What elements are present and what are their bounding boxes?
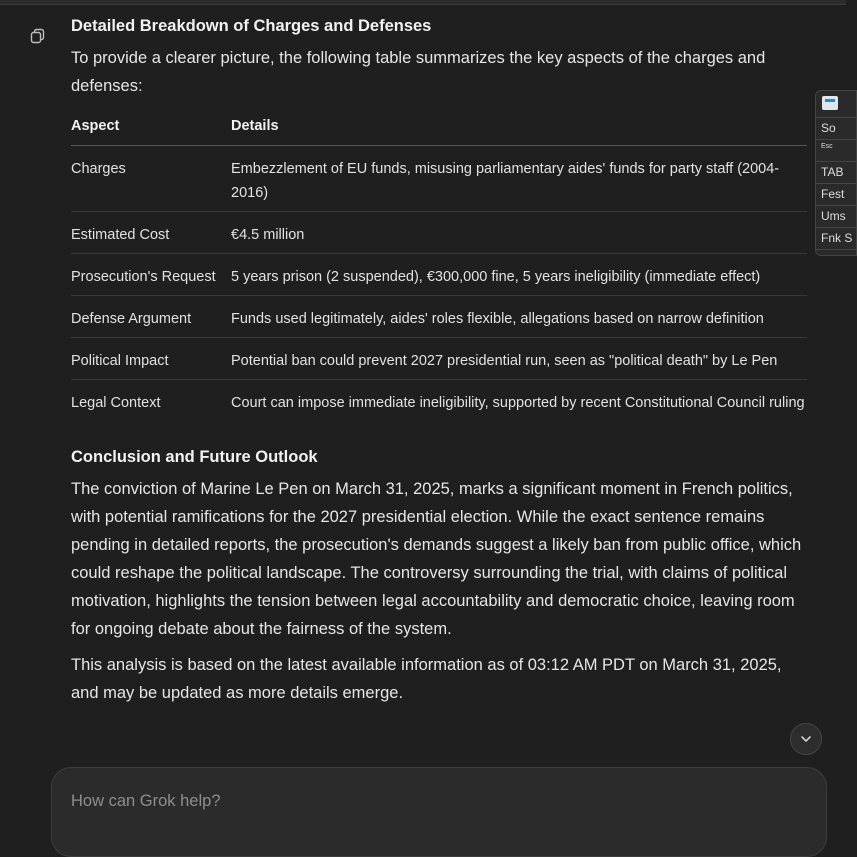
section-heading-breakdown: Detailed Breakdown of Charges and Defenses [71,17,432,35]
table-header-aspect: Aspect [71,109,231,146]
app-window-icon [822,96,838,110]
side-panel-row[interactable]: Ums [816,206,856,228]
table-cell-details: Court can impose immediate ineligibility, supported by recent Constitutional Council ruling [231,395,805,411]
conclusion-paragraph: The conviction of Marine Le Pen on March 31, 2025, marks a significant moment in French politics, with potential ramifications for the 2027 presidential election. While the exact sentence remains pending in detailed reports, the prosecution's demands suggest a likely ban from public office, which could reshape the political landscape. The controversy surrounding the trial, with claims of political motivation, highlights the tension between legal accountability and democratic choice, leaving room for ongoing debate about the fairness of the system. [71,480,802,638]
chat-input-box[interactable] [51,767,827,857]
table-cell-details: 5 years prison (2 suspended), €300,000 fine, 5 years ineligibility (immediate effect) [231,254,807,296]
floating-side-panel[interactable] [815,90,857,256]
table-cell-aspect: Estimated Cost [71,212,231,254]
copy-icon[interactable] [30,28,46,44]
table-cell-aspect: Prosecution's Request [71,254,231,296]
table-cell-aspect: Defense Argument [71,296,231,338]
top-divider [0,0,846,5]
table-cell-aspect: Charges [71,146,231,212]
table-header-details: Details [231,109,807,146]
side-panel-row[interactable]: Fest [816,184,856,206]
analysis-note-paragraph: This analysis is based on the latest available information as of 03:12 AM PDT on March 31, 2025, and may be updated as more details emerge. [71,656,782,702]
table-row [71,338,807,380]
side-panel-row[interactable]: TAB [816,162,856,184]
message-content [71,14,807,707]
table-row [71,254,807,296]
table-cell-details: Embezzlement of EU funds, misusing parliamentary aides' funds for party staff (2004-2016) [231,146,807,212]
charges-table [71,109,807,421]
table-cell-aspect: Legal Context [71,395,161,411]
side-panel-header [816,91,856,118]
chevron-down-icon [799,732,813,746]
side-panel-row[interactable]: Fnk S [816,228,856,250]
table-cell-details: Potential ban could prevent 2027 presidential run, seen as "political death" by Le Pen [231,338,807,380]
table-row [71,296,807,338]
table-row [71,212,807,254]
side-panel-row[interactable]: So [816,118,856,140]
scroll-to-bottom-button[interactable] [790,723,822,755]
table-cell-details: Funds used legitimately, aides' roles flexible, allegations based on narrow definition [231,296,807,338]
intro-paragraph: To provide a clearer picture, the following table summarizes the key aspects of the charges and defenses: [71,49,766,95]
table-cell-details: €4.5 million [231,212,807,254]
chat-input[interactable] [71,790,771,812]
table-row [71,380,807,422]
section-heading-conclusion: Conclusion and Future Outlook [71,448,318,466]
side-panel-row[interactable]: Esc [816,140,856,162]
table-cell-aspect: Political Impact [71,338,231,380]
table-header-row [71,109,807,146]
table-row [71,146,807,212]
